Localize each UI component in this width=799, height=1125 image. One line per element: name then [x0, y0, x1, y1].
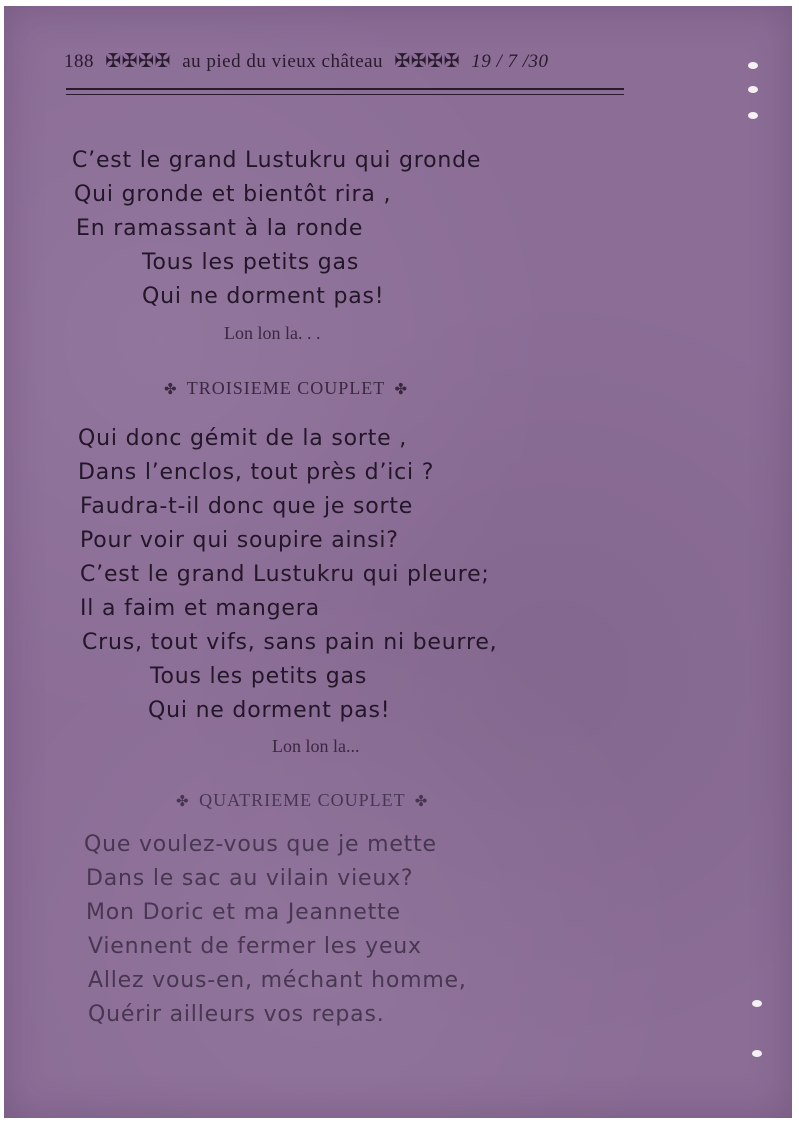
verse-line: Mon Doric et ma Jeannette [86, 900, 401, 925]
punch-hole [752, 1050, 762, 1057]
fleuron-icon: ✤ [414, 794, 429, 810]
fleuron-icon: ✤ [394, 382, 409, 398]
verse-line: Tous les petits gas [150, 664, 368, 689]
verse-line: Faudra-t-il donc que je sorte [80, 494, 414, 519]
punch-hole [748, 112, 758, 119]
verse-line: Qui gronde et bientôt rira , [74, 182, 392, 207]
verse-line: Crus, tout vifs, sans pain ni beurre, [82, 630, 498, 655]
verse-line: Viennent de fermer les yeux [88, 934, 422, 959]
couplet-heading [172, 790, 432, 811]
fleuron-icon: ✤ [176, 794, 190, 810]
ornament-right: ✠✠✠✠ [394, 51, 460, 72]
verse-line: Allez vous-en, méchant homme, [88, 968, 467, 993]
punch-hole [748, 62, 758, 69]
verse-line: Que voulez-vous que je mette [84, 832, 437, 857]
fleuron-icon: ✤ [164, 382, 178, 398]
verse-line: Qui ne dorment pas! [142, 284, 385, 309]
verse-line: C’est le grand Lustukru qui gronde [72, 148, 482, 173]
verse-line: Qui ne dorment pas! [148, 698, 391, 723]
verse-line: Pour voir qui soupire ainsi? [80, 528, 399, 553]
verse-line: Tous les petits gas [142, 250, 360, 275]
verse-line: C’est le grand Lustukru qui pleure; [80, 562, 490, 587]
punch-hole [748, 86, 758, 93]
couplet-heading [160, 378, 412, 399]
couplet-title: TROISIEME COUPLET [186, 378, 385, 398]
verse-line: Qui donc gémit de la sorte , [78, 426, 408, 451]
verse-line: Dans l’enclos, tout près d’ici ? [78, 460, 435, 485]
header-title: au pied du vieux château [182, 51, 384, 72]
verse-line: En ramassant à la ronde [76, 216, 364, 241]
verse-line: Quérir ailleurs vos repas. [88, 1002, 385, 1027]
verse-line: Dans le sac au vilain vieux? [86, 866, 414, 891]
ornament-left: ✠✠✠✠ [105, 51, 171, 72]
refrain: Lon lon la... [272, 736, 360, 756]
punch-hole [752, 1000, 762, 1007]
verse-line: Il a faim et mangera [80, 596, 320, 621]
couplet-title: QUATRIEME COUPLET [199, 790, 406, 810]
header-rule [66, 88, 624, 95]
refrain: Lon lon la. . . [224, 323, 321, 343]
running-header [64, 50, 624, 73]
handwritten-date: 19 / 7 /30 [471, 51, 549, 72]
page-number: 188 [64, 51, 94, 72]
